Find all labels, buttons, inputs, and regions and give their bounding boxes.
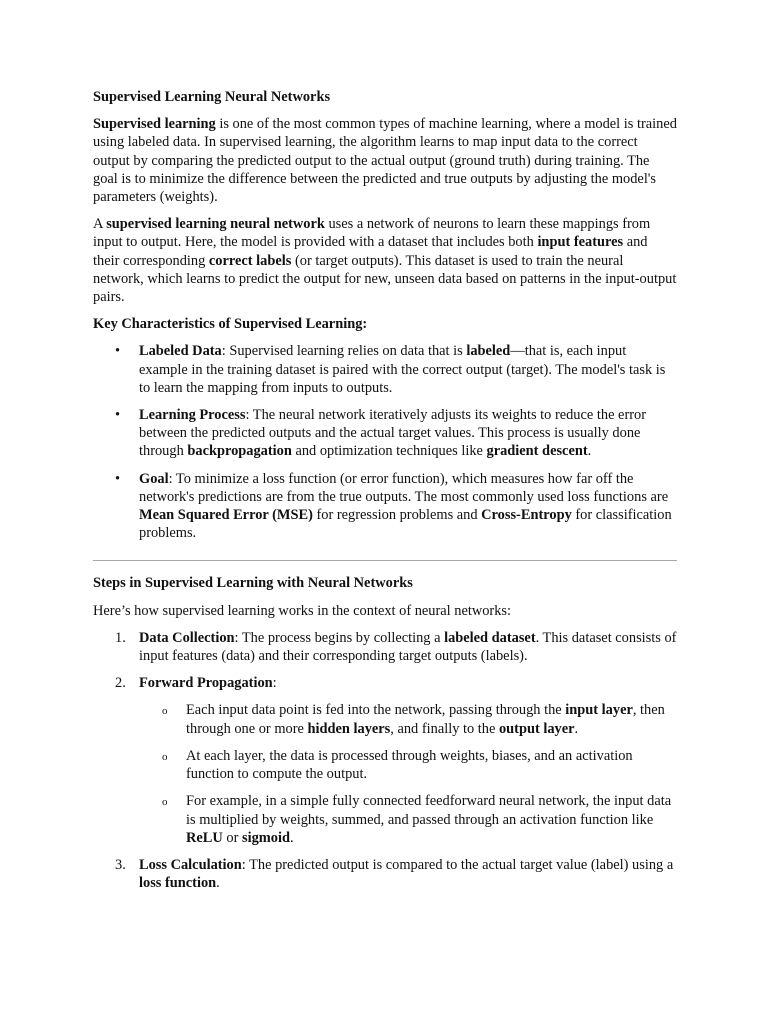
list-item-goal (93, 470, 677, 543)
sub-item-emphasis: output layer (498, 720, 575, 737)
sub-item-text: For example, in a simple fully connected feedforward neural network, the input data is multiplied by weights, summed, and passed through an activation function like (186, 793, 672, 828)
step-number: 3. (115, 856, 126, 873)
sub-item-text: , then through one or more (186, 702, 665, 737)
item-emphasis: Mean Squared Error (MSE) (139, 507, 313, 524)
definition-text-4: (or target outputs). This dataset is used to train the neural network, which learns to predict the output for new, unseen data based on patterns in the input-output pairs. (93, 252, 677, 306)
definition-correct-labels: correct labels (208, 252, 292, 269)
item-term: Labeled Data (139, 343, 222, 360)
definition-input-features: input features (537, 234, 624, 251)
sub-item-emphasis: sigmoid (241, 829, 290, 846)
step-emphasis: labeled dataset (444, 629, 536, 646)
item-text: : Supervised learning relies on data that is (221, 343, 467, 360)
horizontal-divider (93, 560, 677, 561)
definition-term: supervised learning neural network (106, 216, 325, 233)
step-text: : (272, 675, 277, 692)
step-emphasis: loss function (139, 875, 217, 892)
step-data-collection (93, 629, 677, 665)
item-text: —that is, each input example in the training dataset is paired with the correct output (target). The model's task is to learn the mapping from inputs to outputs. (139, 343, 666, 396)
sub-item-emphasis: hidden layers (307, 720, 391, 737)
step-loss-calculation (93, 856, 677, 892)
item-text: : The neural network iteratively adjusts its weights to reduce the error between the predicted outputs and the actual target values. This process is usually done through (139, 407, 647, 460)
step-text: : The predicted output is compared to the actual target value (label) using a (241, 856, 674, 873)
definition-text-3: and their corresponding (93, 234, 648, 269)
definition-paragraph (93, 215, 677, 306)
item-text: : To minimize a loss function (or error function), which measures how far off the network's predictions are from the true outputs. The most commonly used loss functions are (139, 470, 669, 505)
step-forward-propagation (93, 674, 677, 847)
intro-term: Supervised learning (93, 116, 216, 133)
item-text: for regression problems and (312, 507, 482, 524)
item-emphasis: labeled (466, 343, 511, 360)
forward-propagation-sublist (139, 701, 677, 846)
sub-item-example (139, 792, 677, 847)
item-term: Learning Process (139, 407, 246, 424)
step-term: Forward Propagation (139, 675, 273, 692)
intro-text: is one of the most common types of machine learning, where a model is trained using labeled data. In supervised learning, the algorithm learns to map input data to the correct output by comparing the predicted output to the actual output (ground truth) during training. The goal is to minimize the difference between the predicted and true outputs by adjusting the model's parameters (weights). (93, 116, 677, 206)
sub-item-text: . (289, 829, 294, 846)
list-item-labeled-data (93, 342, 677, 397)
steps-list (93, 629, 677, 892)
item-emphasis: Cross-Entropy (481, 507, 572, 524)
step-number: 2. (115, 675, 126, 692)
intro-paragraph (93, 115, 677, 206)
sub-item-processing (139, 747, 677, 783)
document-page (93, 88, 677, 901)
key-characteristics-list (93, 342, 677, 542)
key-characteristics-heading: Key Characteristics of Supervised Learning: (93, 316, 368, 333)
sub-item-layers (139, 701, 677, 737)
item-text: and optimization techniques like (291, 443, 487, 460)
step-term: Loss Calculation (139, 856, 242, 873)
step-term: Data Collection (139, 629, 235, 646)
step-text: . This dataset consists of input features (data) and their corresponding target outputs (labels). (139, 629, 677, 665)
sub-item-emphasis: input layer (565, 702, 633, 719)
sub-item-text: or (222, 829, 242, 846)
step-text: . (216, 875, 220, 892)
steps-heading: Steps in Supervised Learning with Neural Networks (93, 575, 413, 592)
definition-text-2: uses a network of neurons to learn these mappings from input to output. Here, the model is provided with a dataset that includes both (93, 216, 651, 251)
definition-text-1: A (93, 216, 107, 233)
step-number: 1. (115, 629, 126, 646)
sub-item-text: . (574, 720, 579, 737)
list-item-learning-process (93, 406, 677, 461)
sub-item-text: At each layer, the data is processed through weights, biases, and an activation function to compute the output. (186, 747, 633, 783)
sub-item-emphasis: ReLU (186, 829, 223, 846)
item-text: . (587, 443, 592, 460)
item-term: Goal (139, 470, 169, 487)
sub-item-text: , and finally to the (390, 720, 499, 737)
sub-item-text: Each input data point is fed into the network, passing through the (186, 702, 566, 719)
item-emphasis: backpropagation (187, 443, 292, 460)
step-text: : The process begins by collecting a (234, 629, 445, 646)
steps-intro: Here’s how supervised learning works in the context of neural networks: (93, 602, 512, 619)
item-emphasis: gradient descent (486, 443, 588, 460)
document-title: Supervised Learning Neural Networks (93, 89, 331, 105)
item-text: for classification problems. (139, 507, 672, 542)
